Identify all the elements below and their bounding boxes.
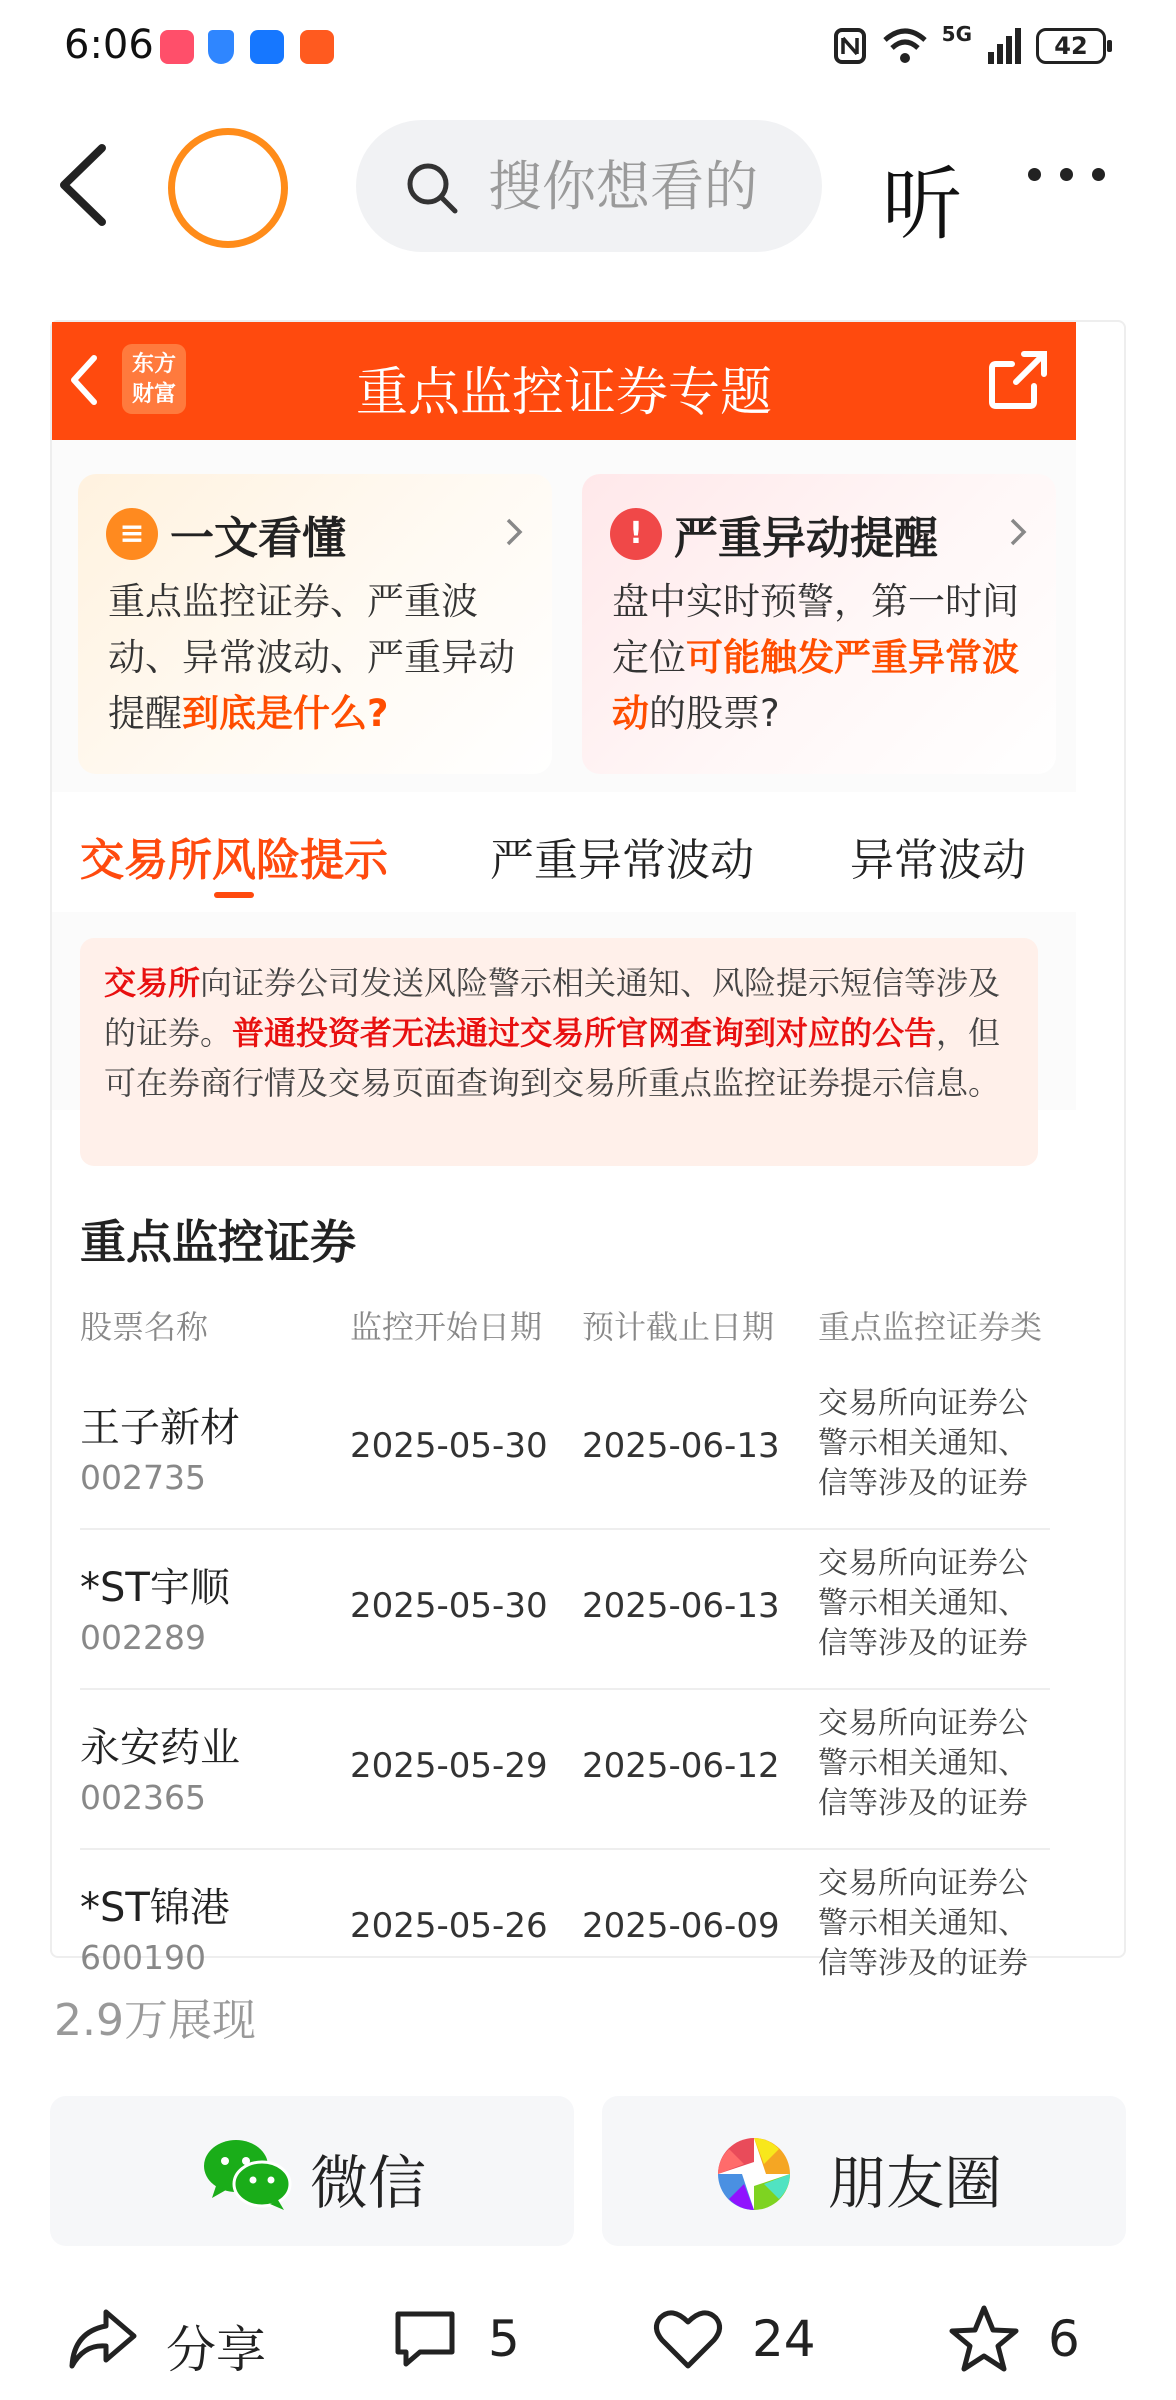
like-button[interactable] [652, 2304, 832, 2374]
risk-tabs [52, 792, 1076, 912]
monitored-securities-table [80, 1370, 1050, 2010]
heart-icon [652, 2304, 724, 2374]
alipay-app-icon [250, 30, 284, 64]
share-wechat-label: 微信 [310, 2149, 427, 2217]
share-action-button[interactable] [66, 2304, 286, 2379]
monitor-type-line: 交易所向证券公 [818, 1386, 1028, 1421]
battery-indicator: 42 [1036, 28, 1106, 64]
monitor-type-line: 警示相关通知、 [818, 1586, 1028, 1621]
chevron-right-icon [1006, 512, 1030, 552]
info-card-body-tail: 的股票? [649, 692, 780, 735]
comment-button[interactable] [390, 2304, 540, 2374]
banner-title: 重点监控证券专题 [355, 363, 772, 423]
tab-severe-abnormal: 严重异常波动 [490, 835, 754, 886]
signal-icon [986, 26, 1022, 66]
column-header-start: 监控开始日期 [350, 1308, 543, 1346]
notice-lead: 交易所 [104, 964, 201, 1002]
monitor-type-line: 信等涉及的证券 [818, 1466, 1028, 1501]
info-card-title: 严重异动提醒 [674, 513, 938, 564]
like-count: 24 [752, 2310, 816, 2368]
monitor-type-line: 交易所向证券公 [818, 1546, 1028, 1581]
wifi-icon [882, 26, 928, 66]
info-card-body-text: 重点监控证券、严重波动、异常波动、严重异动提醒 [108, 580, 515, 735]
info-card-highlight: 到底是什么? [182, 692, 389, 735]
table-row [80, 1370, 1050, 1530]
stock-code: 002365 [80, 1778, 206, 1817]
monitor-type-line: 警示相关通知、 [818, 1426, 1028, 1461]
views-count: 2.9万展现 [54, 1995, 256, 2046]
stock-code: 002735 [80, 1458, 206, 1497]
monitor-start-date: 2025-05-26 [350, 1906, 548, 1946]
back-arrow-icon[interactable] [50, 140, 120, 230]
comment-count: 5 [488, 2310, 520, 2368]
share-action-label: 分享 [166, 2321, 266, 2379]
game-app-icon [160, 30, 194, 64]
monitor-type-line: 交易所向证券公 [818, 1866, 1028, 1901]
wechat-icon [198, 2134, 294, 2214]
favorite-count: 6 [1048, 2310, 1080, 2368]
share-moments-button[interactable] [602, 2096, 1126, 2246]
banner-share-icon [984, 346, 1052, 414]
status-bar [0, 0, 1176, 100]
chevron-right-icon [502, 512, 526, 552]
monitor-end-date: 2025-06-13 [582, 1586, 780, 1626]
alert-icon: ! [610, 508, 662, 560]
top-nav [0, 110, 1176, 260]
monitor-start-date: 2025-05-29 [350, 1746, 548, 1786]
moments-icon [714, 2134, 794, 2214]
info-card-title: 一文看懂 [170, 513, 346, 564]
risk-notice [80, 938, 1038, 1166]
eastmoney-logo: 东方财富 [122, 344, 186, 414]
share-wechat-button[interactable] [50, 2096, 574, 2246]
network-type: 5G [941, 22, 972, 46]
monitor-end-date: 2025-06-13 [582, 1426, 780, 1466]
info-card-highlight: 可能触发严重异常波动 [612, 636, 1019, 735]
notice-text-2: ，但可在券商行情及交易页面查询到交易所重点监控证券提示信息。 [104, 1014, 1001, 1102]
search-input[interactable] [488, 146, 788, 226]
table-row [80, 1690, 1050, 1850]
monitor-type-line: 警示相关通知、 [818, 1906, 1028, 1941]
column-header-type: 重点监控证券类 [818, 1308, 1043, 1346]
favorite-button[interactable] [948, 2304, 1088, 2374]
info-card-body-text: 盘中实时预警，第一时间定位 [612, 580, 1019, 679]
comment-icon [390, 2304, 460, 2374]
article-image[interactable] [50, 320, 1126, 1981]
notice-highlight: 普通投资者无法通过交易所官网查询到对应的公告 [232, 1014, 937, 1052]
stock-name: *ST宇顺 [80, 1565, 230, 1611]
monitor-end-date: 2025-06-12 [582, 1746, 780, 1786]
shield-app-icon [208, 30, 234, 64]
info-card-alert [582, 474, 1056, 774]
notice-text: 向证券公司发送风险警示相关通知、风险提示短信等涉及的证券。 [104, 964, 1001, 1052]
monitor-start-date: 2025-05-30 [350, 1586, 548, 1626]
stock-code: 002289 [80, 1618, 206, 1657]
active-tab-underline [214, 892, 254, 898]
info-card-body [612, 574, 1032, 742]
monitor-start-date: 2025-05-30 [350, 1426, 548, 1466]
listen-button[interactable]: 听 [882, 158, 962, 251]
section-title: 重点监控证券 [80, 1215, 356, 1269]
search-box[interactable] [356, 120, 822, 252]
share-arrow-icon [66, 2304, 140, 2374]
monitor-type-line: 信等涉及的证券 [818, 1626, 1028, 1661]
star-icon [948, 2304, 1020, 2374]
stock-name: *ST锦港 [80, 1885, 230, 1931]
info-card-explainer [78, 474, 552, 774]
monitor-type-line: 交易所向证券公 [818, 1706, 1028, 1741]
search-icon [404, 160, 460, 216]
status-time: 6:06 [64, 22, 154, 68]
monitor-type [818, 1544, 1050, 1674]
share-moments-label: 朋友圈 [828, 2149, 1003, 2217]
bottom-action-bar [0, 2270, 1176, 2400]
document-icon: ≡ [106, 508, 158, 560]
topic-banner [52, 322, 1076, 440]
stock-code: 600190 [80, 1938, 206, 1977]
table-row [80, 1530, 1050, 1690]
tab-exchange-risk: 交易所风险提示 [80, 835, 388, 886]
more-options-icon[interactable] [1022, 160, 1112, 190]
stock-name: 王子新材 [80, 1405, 240, 1451]
monitor-type-line: 信等涉及的证券 [818, 1946, 1028, 1981]
monitor-type [818, 1384, 1050, 1514]
monitor-type-line: 信等涉及的证券 [818, 1786, 1028, 1821]
nfc-icon [832, 26, 868, 66]
column-header-name: 股票名称 [80, 1308, 209, 1346]
taobao-app-icon [300, 30, 334, 64]
monitor-type-line: 警示相关通知、 [818, 1746, 1028, 1781]
tab-abnormal: 异常波动 [850, 835, 1026, 886]
stock-name: 永安药业 [80, 1725, 240, 1771]
monitor-type [818, 1864, 1050, 1994]
author-avatar[interactable] [168, 128, 288, 248]
table-header [80, 1302, 1050, 1352]
column-header-end: 预计截止日期 [582, 1308, 775, 1346]
monitor-end-date: 2025-06-09 [582, 1906, 780, 1946]
info-card-body [108, 574, 528, 742]
monitor-type [818, 1704, 1050, 1834]
